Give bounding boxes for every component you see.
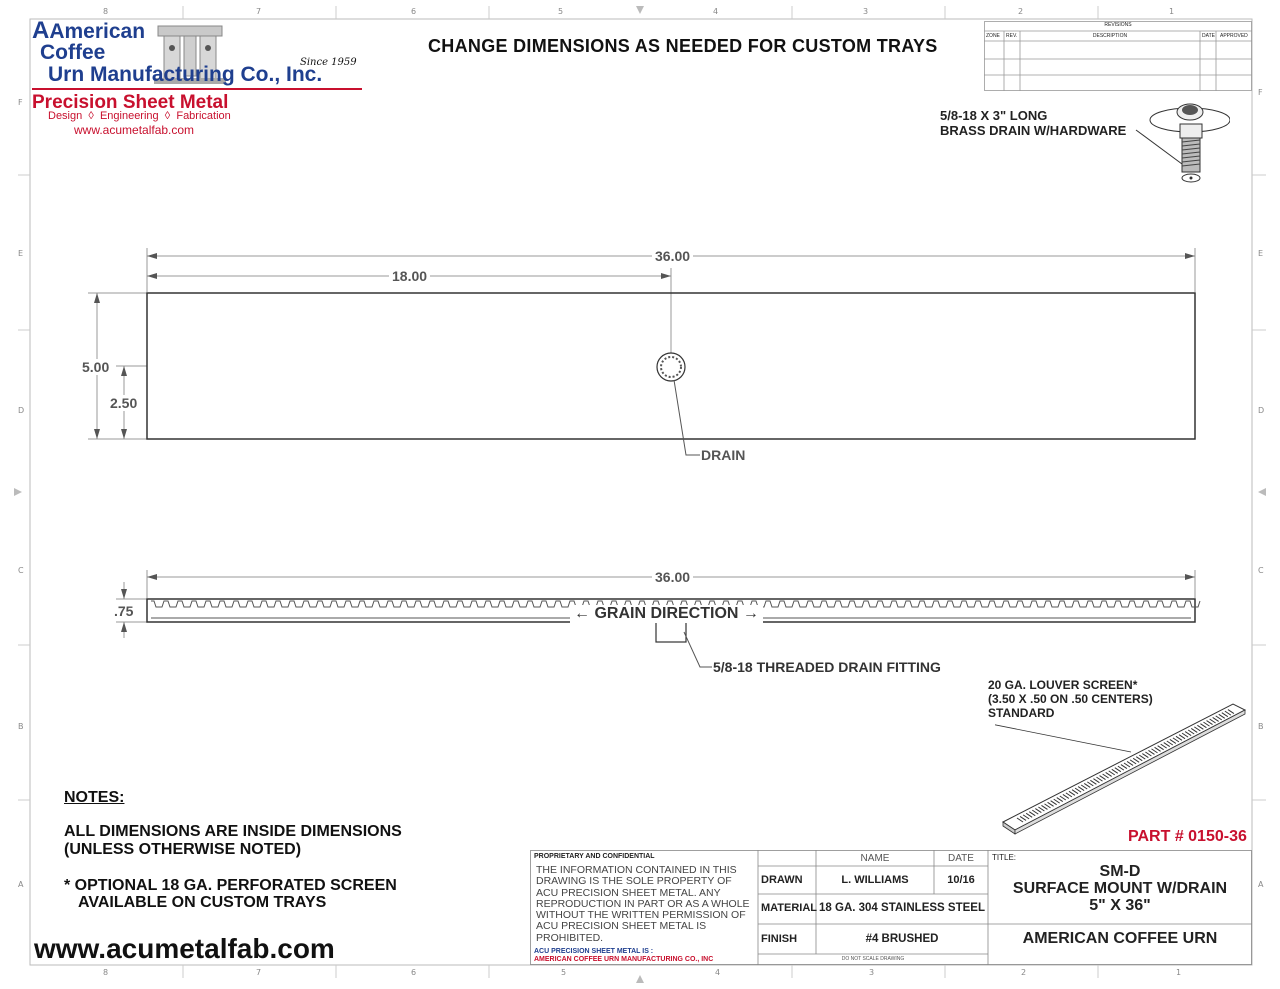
zone-row-e-left: E [18,249,24,258]
tb-drawn-date: 10/16 [947,874,975,886]
zone-col-4-top: 4 [713,7,719,16]
zone-col-8-bottom: 8 [103,968,109,977]
logo-line3: Urn Manufacturing Co., Inc. [48,63,323,86]
tb-proprietary-text: THE INFORMATION CONTAINED IN THIS DRAWING IS THE SOLE PROPERTY OF ACU PRECISION SHEET METAL. ANY REPRODUCTION IN PART OR AS A WHOLE WITHOUT THE WRITTEN PERMISSION OF ACU PRECISION SHEET METAL IS PROHIBITED. [536,864,750,944]
title-block [530,850,1252,965]
notes-line2: (UNLESS OTHERWISE NOTED) [64,841,302,858]
tb-date-header: DATE [948,853,974,864]
zone-col-6-bottom: 6 [411,968,417,977]
zone-col-1-bottom: 1 [1176,968,1182,977]
zone-row-a-left: A [18,880,24,889]
tb-name-header: NAME [860,853,890,864]
revisions-col-zone: ZONE [986,33,1000,39]
drain-callout: DRAIN [701,447,746,463]
part-number: PART # 0150-36 [1128,828,1247,845]
dim-width: 5.00 [82,359,110,375]
tb-company: AMERICAN COFFEE URN [1022,930,1218,947]
dim-side-length: 36.00 [652,569,693,585]
dim-half-length: 18.00 [389,268,430,284]
zone-row-f-right: F [1258,88,1263,97]
zone-col-3-top: 3 [863,7,869,16]
zone-col-5-bottom: 5 [561,968,567,977]
zone-row-b-right: B [1258,722,1264,731]
louver-screen-iso [995,700,1251,835]
brass-drain-callout: 5/8-18 X 3" LONG BRASS DRAIN W/HARDWARE [940,108,1127,138]
notes-line3: * OPTIONAL 18 GA. PERFORATED SCREEN [64,877,397,894]
tb-drawn-name: L. WILLIAMS [841,874,909,886]
dim-top-length: 36.00 [652,248,693,264]
tb-finish-label: FINISH [761,933,798,945]
tb-title-line2: SURFACE MOUNT W/DRAIN [1012,880,1228,897]
revisions-title: REVISIONS [1104,22,1132,28]
logo-line2: Coffee [40,41,106,64]
zone-col-7-bottom: 7 [256,968,262,977]
logo-precision: Precision Sheet Metal [32,92,229,113]
logo-line1: American [49,20,146,43]
tb-acu-company: AMERICAN COFFEE URN MANUFACTURING CO., INC [534,956,714,963]
zone-col-8-top: 8 [103,7,109,16]
tb-do-not-scale: DO NOT SCALE DRAWING [841,956,905,962]
zone-col-1-top: 1 [1169,7,1175,16]
revisions-col-description: DESCRIPTION [1092,33,1128,39]
company-logo: AAmerican Coffee Urn Manufacturing Co., Inc. Since 1959 Precision Sheet Metal Design ◊ Engineering ◊ Fabrication www.acumetalfab.com [32,20,368,140]
tb-material-value: 18 GA. 304 STAINLESS STEEL [819,902,985,914]
dim-side-height: .75 [114,603,134,619]
tb-title-line3: 5" X 36" [1089,897,1151,914]
threaded-fitting [656,622,686,642]
zone-col-2-bottom: 2 [1021,968,1027,977]
zone-row-b-left: B [18,722,24,731]
zone-row-f-left: F [18,98,23,107]
zone-col-5-top: 5 [558,7,564,16]
zone-col-6-top: 6 [411,7,417,16]
tb-title-label: TITLE: [992,853,1017,862]
logo-since: Since 1959 [300,57,357,68]
zone-row-c-right: C [1258,566,1264,575]
notes-heading: NOTES: [64,789,125,806]
zone-row-d-left: D [18,406,25,415]
threaded-fitting-callout: 5/8-18 THREADED DRAIN FITTING [713,659,941,675]
zone-col-3-bottom: 3 [869,968,875,977]
grain-direction: ← GRAIN DIRECTION → [570,605,763,623]
notes-line1: ALL DIMENSIONS ARE INSIDE DIMENSIONS [64,823,402,840]
zone-row-a-right: A [1258,880,1264,889]
footer-url[interactable]: www.acumetalfab.com [34,933,335,964]
tb-material-label: MATERIAL [761,902,818,914]
notes-line4: AVAILABLE ON CUSTOM TRAYS [78,894,327,911]
tb-acu-line: ACU PRECISION SHEET METAL IS : [534,948,654,955]
revisions-col-date: DATE [1202,33,1215,39]
tb-proprietary-heading: PROPRIETARY AND CONFIDENTIAL [534,853,655,860]
page-title: CHANGE DIMENSIONS AS NEEDED FOR CUSTOM TRAYS [428,36,938,56]
zone-row-e-right: E [1258,249,1264,258]
dim-half-width: 2.50 [110,395,138,411]
logo-url[interactable]: www.acumetalfab.com [74,123,195,137]
tb-finish-value: #4 BRUSHED [865,933,939,945]
revisions-col-rev: REV. [1006,33,1018,39]
revisions-col-approved: APPROVED [1220,33,1248,39]
zone-row-d-right: D [1258,406,1265,415]
louver-callout: 20 GA. LOUVER SCREEN* (3.50 X .50 ON .50 CENTERS) STANDARD [988,678,1153,720]
tb-drawn-label: DRAWN [761,874,803,886]
logo-services: Design ◊ Engineering ◊ Fabrication [48,110,231,122]
zone-col-7-top: 7 [256,7,262,16]
tb-title-line1: SM-D [1099,863,1141,880]
zone-col-4-bottom: 4 [715,968,721,977]
zone-row-c-left: C [18,566,24,575]
zone-col-2-top: 2 [1018,7,1024,16]
